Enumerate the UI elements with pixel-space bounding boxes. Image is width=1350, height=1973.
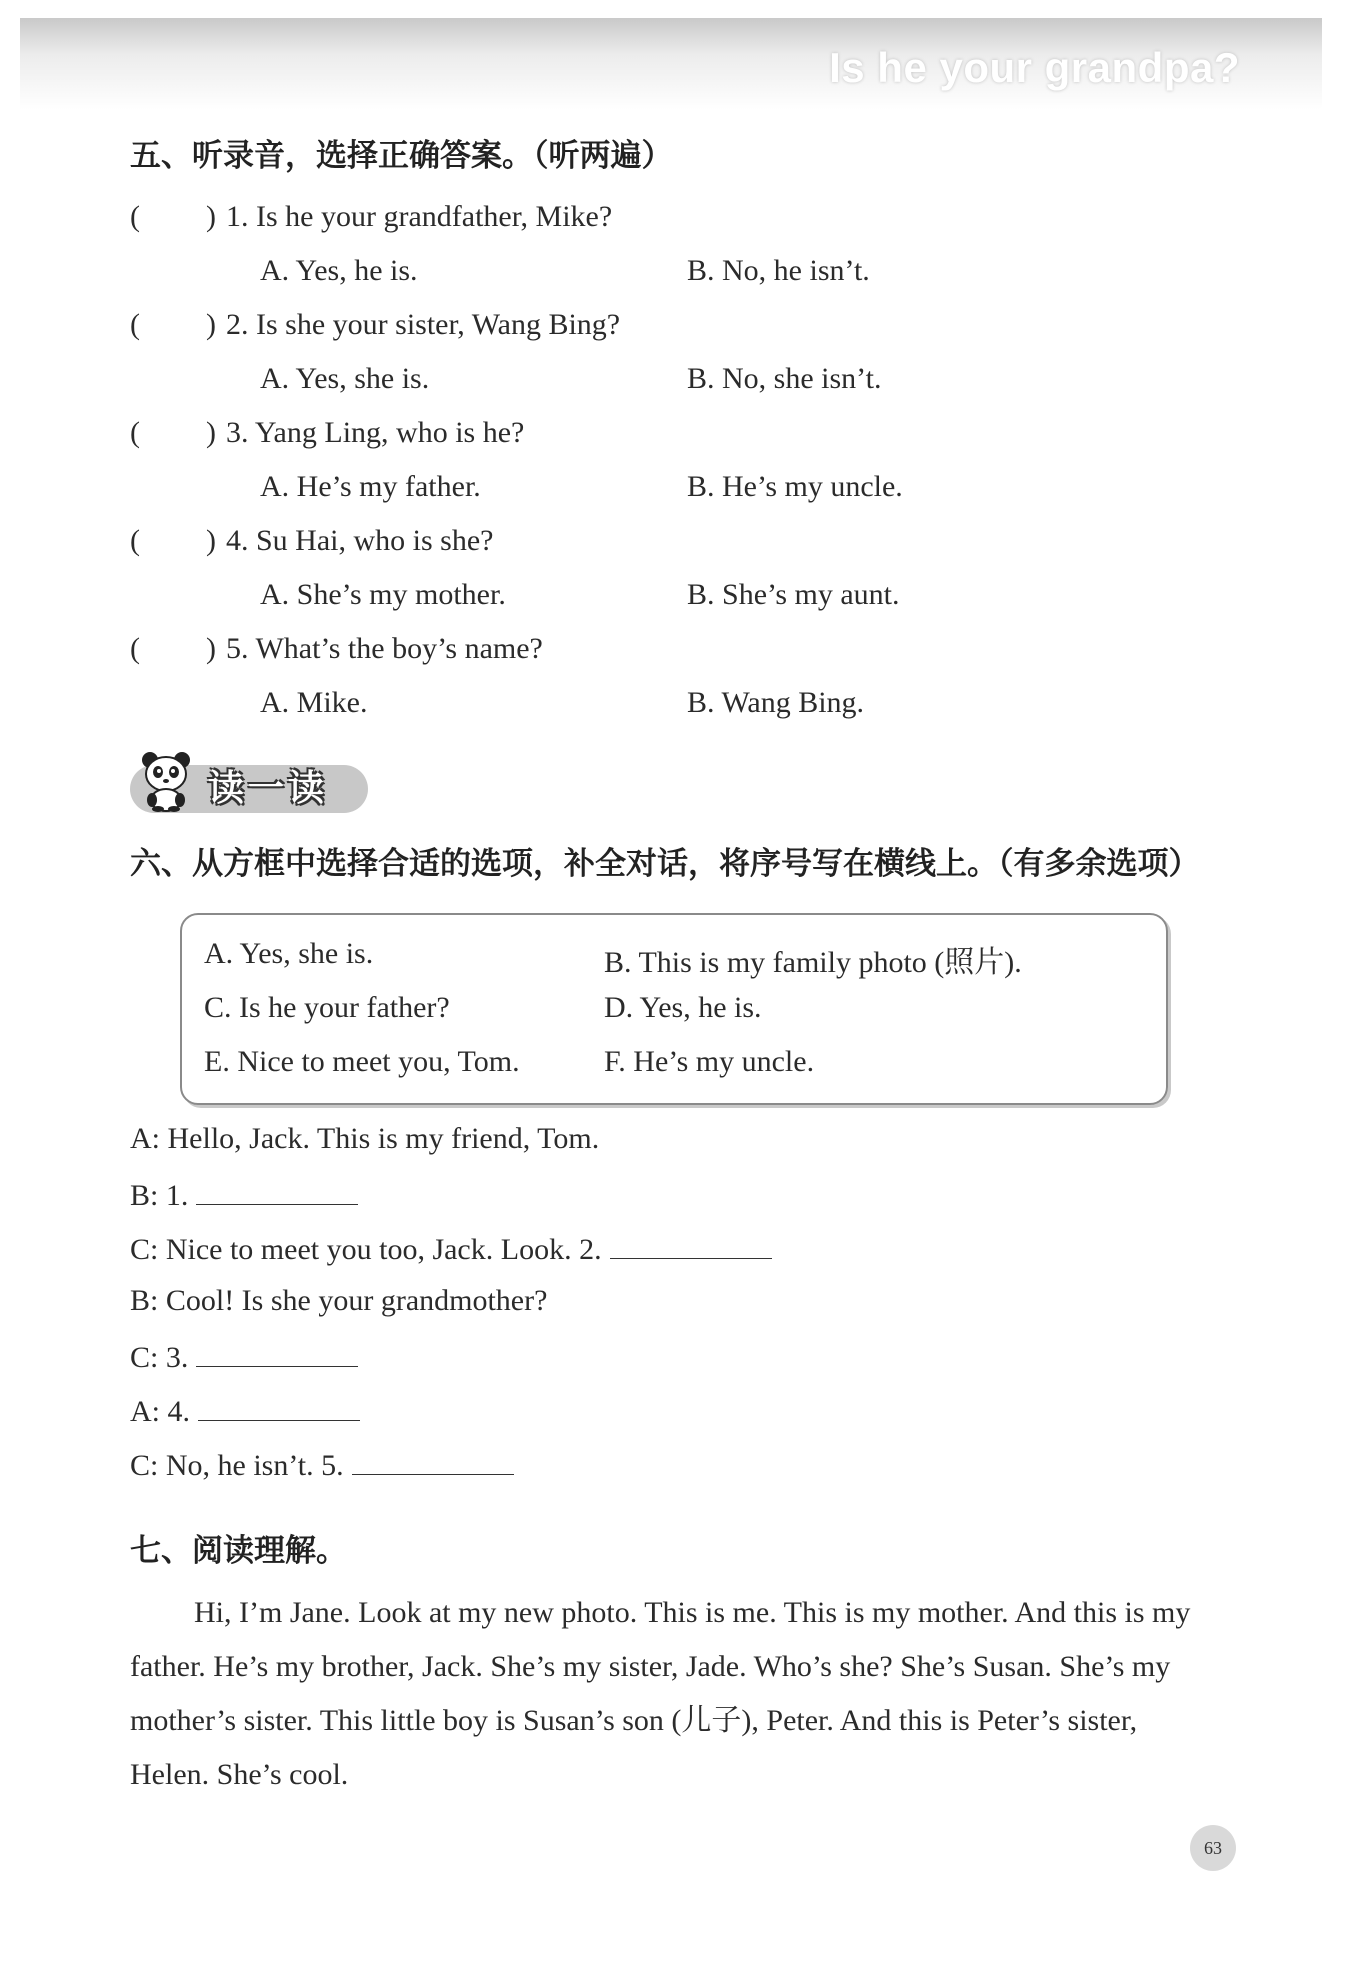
answer-paren-open[interactable]: ( <box>130 632 140 665</box>
dialogue-text: C: No, he isn’t. 5. <box>130 1449 344 1482</box>
dialogue-line <box>130 1122 599 1156</box>
dialogue-text: C: 3. <box>130 1341 189 1374</box>
question-text: 4. Su Hai, who is she? <box>226 524 494 557</box>
option-a: A. She’s my mother. <box>260 578 506 611</box>
option-box <box>180 913 1168 1105</box>
dialogue-line <box>130 1176 358 1213</box>
box-option-a: A. Yes, she is. <box>204 937 374 970</box>
unit-title: Is he your grandpa? <box>829 44 1240 91</box>
dialogue-line <box>130 1338 358 1375</box>
answer-paren-close: ) <box>206 308 216 341</box>
reading-passage: Hi, I’m Jane. Look at my new photo. This is me. This is my mother. And this is my father. He’s my brother, Jack. She’s my sister, Jade. Who’s she? She’s Susan. She’s my mother’s sister. This little boy is Susan’s son (儿子), Peter. And this is Peter’s sister, Helen. She’s cool. <box>130 1596 1191 1791</box>
dialogue-line <box>130 1446 514 1483</box>
section6-title: 六、从方框中选择合适的选项，补全对话，将序号写在横线上。（有多余选项） <box>130 846 1200 882</box>
dialogue-line <box>130 1392 360 1429</box>
answer-blank[interactable] <box>196 1338 358 1367</box>
question-text: 2. Is she your sister, Wang Bing? <box>226 308 621 341</box>
answer-blank[interactable] <box>198 1392 360 1421</box>
page-number: 63 <box>1190 1825 1236 1871</box>
question-text: 5. What’s the boy’s name? <box>226 632 543 665</box>
question-text: 3. Yang Ling, who is he? <box>226 416 525 449</box>
answer-paren-open[interactable]: ( <box>130 524 140 557</box>
answer-blank[interactable] <box>610 1230 772 1259</box>
answer-paren-close: ) <box>206 632 216 665</box>
answer-blank[interactable] <box>196 1176 358 1205</box>
read-banner-label: 读一读 <box>208 768 329 809</box>
option-b: B. He’s my uncle. <box>687 470 903 503</box>
box-option-d: D. Yes, he is. <box>604 991 762 1024</box>
option-a: A. He’s my father. <box>260 470 481 503</box>
box-option-e: E. Nice to meet you, Tom. <box>204 1045 520 1078</box>
answer-blank[interactable] <box>352 1446 514 1475</box>
option-b: B. She’s my aunt. <box>687 578 900 611</box>
section7-title: 七、阅读理解。 <box>130 1533 347 1569</box>
option-a: A. Mike. <box>260 686 368 719</box>
box-option-f: F. He’s my uncle. <box>604 1045 815 1078</box>
answer-paren-close: ) <box>206 524 216 557</box>
panda-icon <box>140 750 192 812</box>
question-text: 1. Is he your grandfather, Mike? <box>226 200 613 233</box>
dialogue-text: B: 1. <box>130 1179 189 1212</box>
option-a: A. Yes, she is. <box>260 362 430 395</box>
answer-paren-open[interactable]: ( <box>130 308 140 341</box>
dialogue-line <box>130 1230 772 1267</box>
option-b: B. No, she isn’t. <box>687 362 882 395</box>
answer-paren-close: ) <box>206 416 216 449</box>
dialogue-line <box>130 1284 547 1318</box>
box-option-c: C. Is he your father? <box>204 991 450 1024</box>
answer-paren-open[interactable]: ( <box>130 200 140 233</box>
section5-title: 五、听录音，选择正确答案。（听两遍） <box>130 138 673 174</box>
dialogue-text: B: Cool! Is she your grandmother? <box>130 1284 548 1317</box>
option-b: B. No, he isn’t. <box>687 254 870 287</box>
dialogue-text: A: Hello, Jack. This is my friend, Tom. <box>130 1122 600 1155</box>
option-b: B. Wang Bing. <box>687 686 865 719</box>
answer-paren-open[interactable]: ( <box>130 416 140 449</box>
box-option-b: B. This is my family photo (照片). <box>604 946 1022 979</box>
answer-paren-close: ) <box>206 200 216 233</box>
dialogue-text: C: Nice to meet you too, Jack. Look. 2. <box>130 1233 602 1266</box>
option-a: A. Yes, he is. <box>260 254 418 287</box>
dialogue-text: A: 4. <box>130 1395 190 1428</box>
